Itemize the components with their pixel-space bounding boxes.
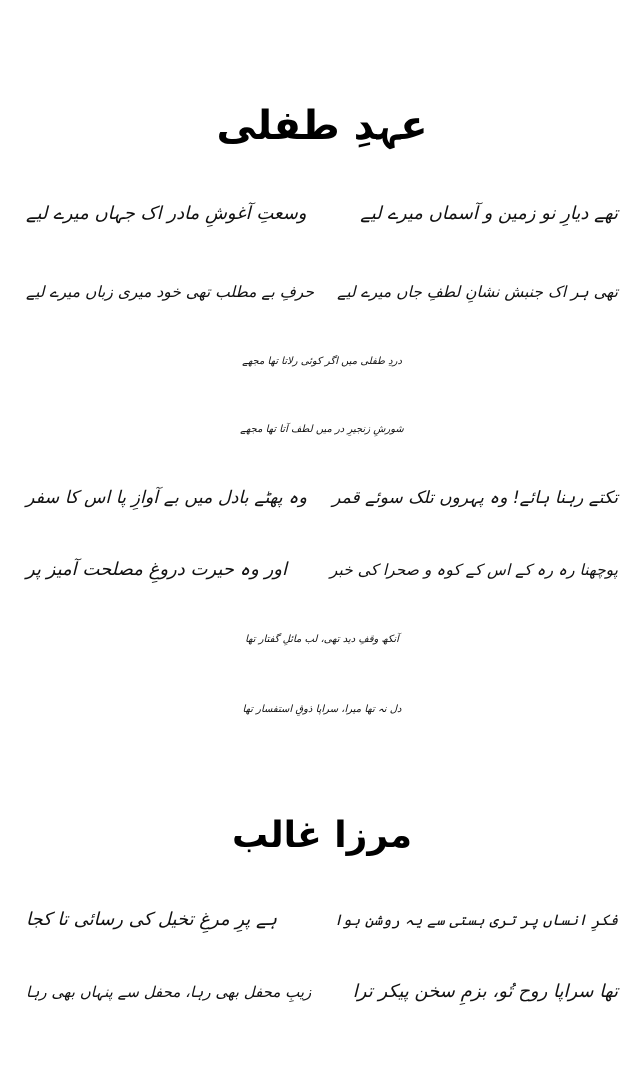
misra-first: تھے دیارِ نو زمین و آسماں میرے لیے xyxy=(360,203,618,224)
misra-second: زیبِ محفل بھی رہا، محفل سے پنہاں بھی رہا xyxy=(26,983,312,1001)
misra-first: فکرِ انساں پر تری ہستی سے یہ روشن ہوا xyxy=(333,911,618,929)
misra-second: وسعتِ آغوشِ مادر اک جہاں میرے لیے xyxy=(26,203,307,224)
misra-first: تھی ہر اک جنبش نشانِ لطفِ جاں میرے لیے xyxy=(337,283,618,301)
couplet xyxy=(26,272,618,312)
centered-line: آنکھ وقفِ دید تھی، لب مائلِ گفتار تھا xyxy=(245,634,399,645)
couplet xyxy=(26,900,618,940)
centered-line: دردِ طفلی میں اگر کوئی رلاتا تھا مجھے xyxy=(242,356,402,367)
poem-title: عہدِ طفلی xyxy=(216,103,428,149)
couplet xyxy=(26,550,618,590)
misra-second: وہ پھٹے بادل میں بے آوازِ پا اس کا سفر xyxy=(26,488,307,508)
misra-second: اور وہ حیرت دروغِ مصلحت آمیز پر xyxy=(26,559,287,580)
misra-first: پوچھنا رہ رہ کے اس کے کوہ و صحرا کی خبر xyxy=(329,561,618,579)
centered-line: شورشِ زنجیرِ در میں لطف آتا تھا مجھے xyxy=(240,424,404,435)
misra-first: تکتے رہنا ہائے! وہ پہروں تلک سوئے قمر xyxy=(332,488,618,508)
misra-second: ہے پرِ مرغِ تخیل کی رسائی تا کجا xyxy=(26,909,278,930)
misra-first: تھا سراپا روح تُو، بزمِ سخن پیکر ترا xyxy=(352,981,618,1002)
couplet xyxy=(26,194,618,234)
couplet xyxy=(26,972,618,1012)
misra-second: حرفِ بے مطلب تھی خود میری زباں میرے لیے xyxy=(26,283,314,301)
poem-title: مرزا غالب xyxy=(231,815,413,856)
couplet xyxy=(26,478,618,518)
centered-line: دل نہ تھا میرا، سراپا ذوقِ استفسار تھا xyxy=(242,704,402,715)
